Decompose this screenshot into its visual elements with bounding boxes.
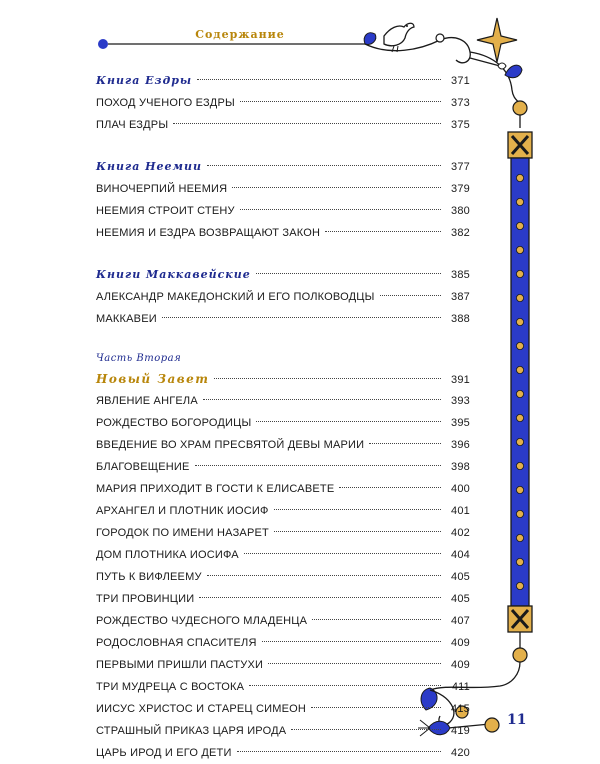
bottom-bead — [485, 718, 499, 732]
page-number: 11 — [507, 712, 527, 728]
toc-page: 379 — [451, 183, 470, 195]
toc-label: ВИНОЧЕРПИЙ НЕЕМИЯ — [96, 183, 228, 195]
toc-page: 391 — [451, 374, 470, 386]
toc-page: 380 — [451, 205, 470, 217]
feather-icon — [470, 58, 506, 69]
dot-leader — [173, 123, 441, 124]
dot-leader — [268, 663, 441, 664]
toc-entry[interactable] — [96, 286, 470, 308]
header-title: Содержание — [195, 28, 285, 41]
toc-entry[interactable] — [96, 654, 470, 676]
toc-page: 371 — [451, 75, 470, 87]
toc-page: 409 — [451, 659, 470, 671]
toc-label: БЛАГОВЕЩЕНИЕ — [96, 461, 190, 473]
toc-entry[interactable] — [96, 390, 470, 412]
dot-leader — [203, 399, 441, 400]
toc-page: 420 — [451, 747, 470, 759]
toc-entry[interactable] — [96, 500, 470, 522]
toc-label: НЕЕМИЯ СТРОИТ СТЕНУ — [96, 205, 235, 217]
toc-label: МАРИЯ ПРИХОДИТ В ГОСТИ К ЕЛИСАВЕТЕ — [96, 483, 335, 495]
toc-entry[interactable] — [96, 720, 470, 742]
toc-page: 419 — [451, 725, 470, 737]
toc-page: 377 — [451, 161, 470, 173]
dot-leader — [207, 575, 441, 576]
toc-page: 393 — [451, 395, 470, 407]
dot-leader — [237, 751, 441, 752]
toc-label: ИИСУС ХРИСТОС И СТАРЕЦ СИМЕОН — [96, 703, 307, 715]
dot-leader — [256, 421, 441, 422]
dot-leader — [339, 487, 441, 488]
toc-page: 400 — [451, 483, 470, 495]
leaf-icon — [505, 65, 522, 78]
toc-label: МАККАВЕИ — [96, 313, 157, 325]
toc-label: СТРАШНЫЙ ПРИКАЗ ЦАРЯ ИРОДА — [96, 725, 287, 737]
toc-label: ЦАРЬ ИРОД И ЕГО ДЕТИ — [96, 747, 232, 759]
toc-entry[interactable] — [96, 610, 470, 632]
dot-leader — [240, 101, 441, 102]
toc-entry[interactable] — [96, 222, 470, 244]
toc-label: ПОХОД УЧЕНОГО ЕЗДРЫ — [96, 97, 235, 109]
toc-page: 385 — [451, 269, 470, 281]
dot-leader — [311, 707, 441, 708]
toc-entry[interactable] — [96, 698, 470, 720]
dot-leader — [197, 79, 441, 80]
toc-entry[interactable] — [96, 478, 470, 500]
toc-book-heading[interactable] — [96, 156, 470, 178]
toc-label: ГОРОДОК ПО ИМЕНИ НАЗАРЕТ — [96, 527, 269, 539]
toc-entry[interactable] — [96, 200, 470, 222]
toc-label: РОЖДЕСТВО БОГОРОДИЦЫ — [96, 417, 252, 429]
toc-page: 404 — [451, 549, 470, 561]
dot-leader — [195, 465, 441, 466]
toc-book-heading[interactable] — [96, 264, 470, 286]
dot-leader — [162, 317, 441, 318]
toc-page: 382 — [451, 227, 470, 239]
toc-label: НЕЕМИЯ И ЕЗДРА ВОЗВРАЩАЮТ ЗАКОН — [96, 227, 321, 239]
toc-label: ТРИ ПРОВИНЦИИ — [96, 593, 195, 605]
toc-label: Книга Ездры — [96, 74, 193, 87]
dot-leader — [214, 378, 441, 379]
toc-label: Книги Маккавейские — [96, 268, 251, 281]
toc-page: 405 — [451, 571, 470, 583]
toc-entry[interactable] — [96, 566, 470, 588]
toc-label: РОДОСЛОВНАЯ СПАСИТЕЛЯ — [96, 637, 257, 649]
toc-page: 411 — [451, 681, 470, 693]
toc-page: 396 — [451, 439, 470, 451]
toc-entry[interactable] — [96, 308, 470, 330]
toc-page: 398 — [451, 461, 470, 473]
dot-leader — [256, 273, 441, 274]
toc-entry[interactable] — [96, 632, 470, 654]
toc-entry[interactable] — [96, 522, 470, 544]
toc-label: ЯВЛЕНИЕ АНГЕЛА — [96, 395, 198, 407]
toc-label: ДОМ ПЛОТНИКА ИОСИФА — [96, 549, 239, 561]
rule-end-dot — [98, 39, 108, 49]
column-bead — [513, 648, 527, 662]
dot-leader — [249, 685, 441, 686]
toc-page: 402 — [451, 527, 470, 539]
toc-page: 405 — [451, 593, 470, 605]
toc-entry[interactable] — [96, 114, 470, 136]
toc-entry[interactable] — [96, 676, 470, 698]
dot-leader — [380, 295, 441, 296]
toc-book-heading[interactable] — [96, 70, 470, 92]
toc-entry[interactable] — [96, 456, 470, 478]
dot-leader — [262, 641, 441, 642]
toc-page: 401 — [451, 505, 470, 517]
column-bead — [513, 101, 527, 115]
toc-label: ПЕРВЫМИ ПРИШЛИ ПАСТУХИ — [96, 659, 264, 671]
toc-page: 409 — [451, 637, 470, 649]
toc-label: ПЛАЧ ЕЗДРЫ — [96, 119, 169, 131]
toc-label: ПУТЬ К ВИФЛЕЕМУ — [96, 571, 202, 583]
bird-icon — [384, 23, 414, 52]
toc-entry[interactable] — [96, 588, 470, 610]
dot-leader — [207, 165, 441, 166]
dot-leader — [274, 509, 441, 510]
toc-page: 387 — [451, 291, 470, 303]
toc-entry[interactable] — [96, 178, 470, 200]
toc-label: Новый Завет — [96, 372, 210, 386]
toc-page: 388 — [451, 313, 470, 325]
toc-entry[interactable] — [96, 544, 470, 566]
toc-label: АРХАНГЕЛ И ПЛОТНИК ИОСИФ — [96, 505, 269, 517]
toc-page: 407 — [451, 615, 470, 627]
toc-label: Книга Неемии — [96, 160, 203, 173]
toc-part-heading[interactable] — [96, 368, 470, 390]
dot-leader — [274, 531, 441, 532]
toc-entry[interactable] — [96, 434, 470, 456]
leaf-icon — [364, 33, 376, 45]
toc-page: 415 — [451, 703, 470, 715]
toc-label: ТРИ МУДРЕЦА С ВОСТОКА — [96, 681, 245, 693]
toc-entry[interactable] — [96, 92, 470, 114]
toc-page: 373 — [451, 97, 470, 109]
dot-leader — [244, 553, 441, 554]
dot-leader — [369, 443, 441, 444]
dot-leader — [199, 597, 441, 598]
dot-leader — [240, 209, 441, 210]
toc-page: 375 — [451, 119, 470, 131]
vine-curl — [365, 38, 470, 63]
toc-entry[interactable] — [96, 412, 470, 434]
dot-leader — [232, 187, 441, 188]
toc-page: 395 — [451, 417, 470, 429]
part-label: Часть Вторая — [96, 353, 182, 364]
table-of-contents — [96, 70, 470, 764]
toc-label: АЛЕКСАНДР МАКЕДОНСКИЙ И ЕГО ПОЛКОВОДЦЫ — [96, 291, 375, 303]
toc-label: РОЖДЕСТВО ЧУДЕСНОГО МЛАДЕНЦА — [96, 615, 308, 627]
dot-leader — [291, 729, 441, 730]
toc-label: ВВЕДЕНИЕ ВО ХРАМ ПРЕСВЯТОЙ ДЕВЫ МАРИИ — [96, 439, 365, 451]
dot-leader — [325, 231, 441, 232]
dot-leader — [312, 619, 441, 620]
toc-entry[interactable] — [96, 742, 470, 764]
